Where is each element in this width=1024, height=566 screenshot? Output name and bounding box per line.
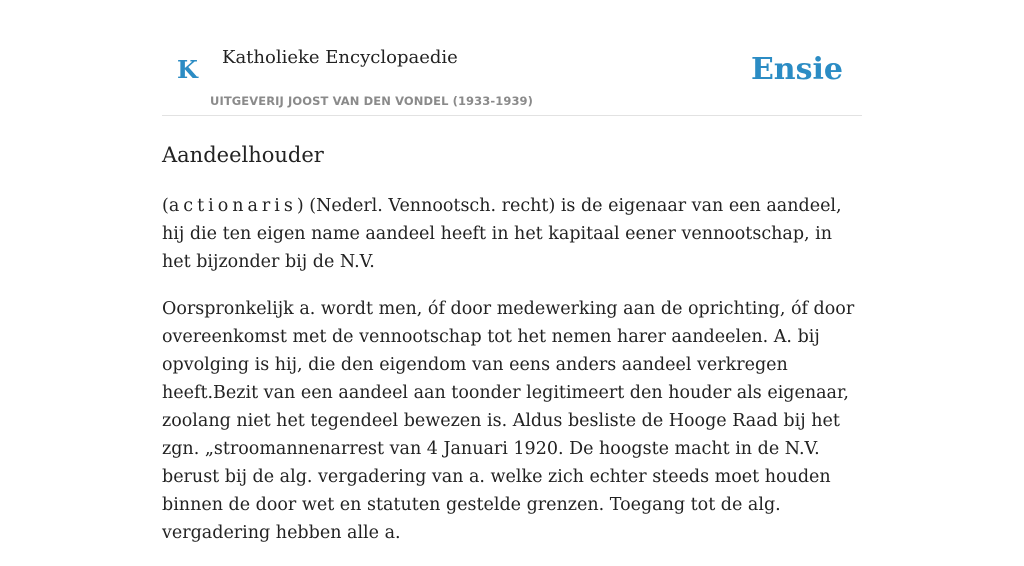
publisher-subtitle: UITGEVERIJ JOOST VAN DEN VONDEL (1933-1939) (210, 94, 533, 108)
k-logo-icon[interactable]: K (177, 55, 198, 84)
article-title: Aandeelhouder (162, 143, 324, 167)
paragraph-1-text: ) (Nederl. Vennootsch. recht) is de eigenaar van een aandeel, hij die ten eigen name aandeel heeft in het kapitaal eener vennootschap, in het bijzonder bij de N.V. (162, 196, 842, 272)
paren-open: ( (162, 196, 169, 216)
spaced-term: actionaris (168, 196, 297, 216)
site-title[interactable]: Katholieke Encyclopaedie (222, 47, 458, 68)
ensie-brand-logo[interactable]: Ensie (750, 52, 843, 87)
page (162, 0, 862, 543)
site-header (162, 0, 862, 116)
article-paragraph-2: Oorspronkelijk a. wordt men, óf door medewerking aan de oprichting, óf door overeenkomst met de vennootschap tot het nemen harer aandeelen. A. bij opvolging is hij, die den eigendom van eens anders aandeel verkregen heeft.Bezit van een aandeel aan toonder legitimeert den houder als eigenaar, zoolang niet het tegendeel bewezen is. Aldus besliste de Hooge Raad bij het zgn. „stroomannenarrest van 4 Januari 1920. De hoogste macht in de N.V. berust bij de alg. vergadering van a. welke zich echter steeds moet houden binnen de door wet en statuten gestelde grenzen. Toegang tot de alg. vergadering hebben alle a. (162, 299, 855, 543)
article-body (162, 192, 862, 566)
article-paragraph-1 (162, 192, 862, 276)
